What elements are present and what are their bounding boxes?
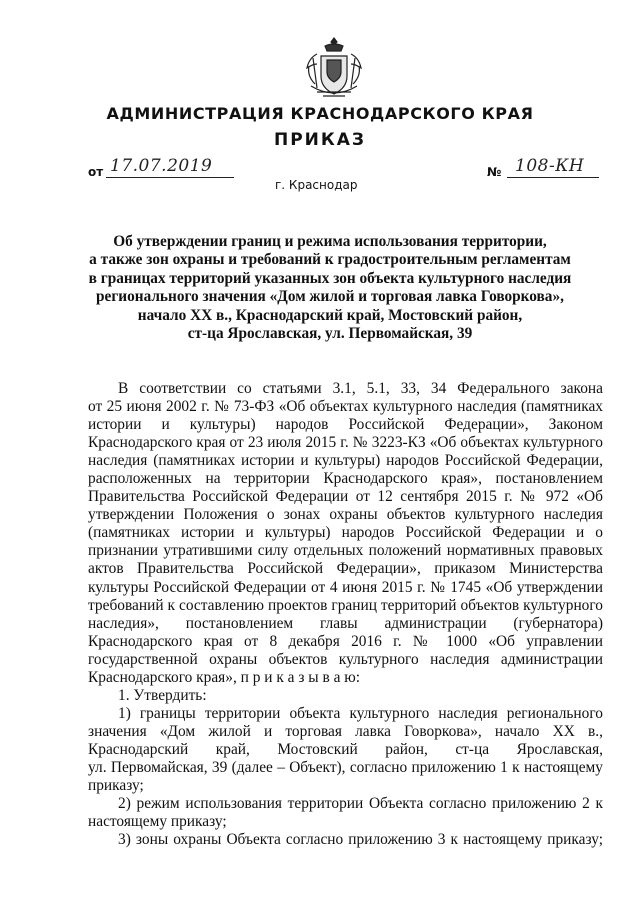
body-line: Краснодарского края от 8 декабря 2016 г. № 1000 «Об управлении xyxy=(88,632,603,650)
body-line: Краснодарского края от 23 июля 2015 г. № 3223-КЗ «Об объектах культурного xyxy=(88,434,603,452)
title-line: Об утверждении границ и режима использования территории, xyxy=(113,233,547,250)
number-label: № xyxy=(487,165,502,179)
title-line: ст-ца Ярославская, ул. Первомайская, 39 xyxy=(187,325,473,343)
body-line: 1) границы территории объекта культурного наследия регионального xyxy=(118,704,603,722)
body-line: 2) режим использования территории Объекта согласно приложению 2 к xyxy=(118,795,603,813)
body-line: 3) зоны охраны Объекта согласно приложению 3 к настоящему приказу; xyxy=(118,831,603,849)
handwritten-number: 108-КН xyxy=(515,156,585,176)
body-line: утверждении Положения о зонах охраны объектов культурного наследия xyxy=(88,506,603,524)
date-underline xyxy=(106,177,234,178)
document-type: ПРИКАЗ xyxy=(273,130,367,150)
coat-of-arms-emblem xyxy=(303,36,365,102)
body-line: Краснодарского края», п р и к а з ы в а ю: xyxy=(88,668,361,686)
body-line: культуры Российской Федерации от 4 июня 2015 г. № 1745 «Об утверждении xyxy=(88,578,603,596)
body-line: истории и культуры) народов Российской Федерации», Законом xyxy=(88,416,603,434)
body-line: признании утратившими силу отдельных положений нормативных правовых xyxy=(88,542,603,560)
body-line: расположенных на территории Краснодарского края», постановлением xyxy=(88,470,603,488)
date-from-label: от xyxy=(88,165,104,179)
body-line: Краснодарский край, Мостовский район, ст-ца Ярославская, xyxy=(88,740,603,758)
handwritten-date: 17.07.2019 xyxy=(110,156,213,176)
document-title xyxy=(60,233,600,343)
body-line: требований к составлению проектов границ территорий объектов культурного xyxy=(88,596,603,614)
body-line: Правительства Российской Федерации от 12 сентября 2015 г. № 972 «Об xyxy=(88,488,603,506)
title-line: а также зон охраны и требований к градостроительным регламентам xyxy=(89,251,571,269)
number-underline xyxy=(507,177,599,178)
body-line: актов Правительства Российской Федерации», приказом Министерства xyxy=(88,560,603,578)
document-body xyxy=(88,380,603,849)
title-line: в границах территорий указанных зон объекта культурного наследия xyxy=(88,269,572,287)
body-line: (памятниках истории и культуры) народов Российской Федерации и о xyxy=(88,524,603,542)
organization-name: АДМИНИСТРАЦИЯ КРАСНОДАРСКОГО КРАЯ xyxy=(106,104,534,123)
body-line: наследия», постановлением главы администрации (губернатора) xyxy=(88,614,603,632)
body-line: В соответствии со статьями 3.1, 5.1, 33, 34 Федерального закона xyxy=(118,380,603,397)
body-line: ул. Первомайская, 39 (далее – Объект), согласно приложению 1 к настоящему xyxy=(88,758,603,776)
city-line: г. Краснодар xyxy=(275,178,358,192)
title-line: регионального значения «Дом жилой и торговая лавка Говоркова», xyxy=(96,288,564,306)
body-line: значения «Дом жилой и торговая лавка Говоркова», начало XX в., xyxy=(88,722,603,740)
title-line: начало XX в., Краснодарский край, Мостовский район, xyxy=(137,306,523,324)
body-line: государственной охраны объектов культурного наследия администрации xyxy=(88,650,603,668)
body-line: настоящему приказу; xyxy=(88,813,227,831)
body-line: 1. Утвердить: xyxy=(118,686,207,704)
body-line: приказу; xyxy=(88,777,144,795)
body-line: от 25 июня 2002 г. № 73-ФЗ «Об объектах культурного наследия (памятниках xyxy=(88,398,603,416)
body-line: наследия (памятниках истории и культуры) народов Российской Федерации, xyxy=(88,452,603,470)
